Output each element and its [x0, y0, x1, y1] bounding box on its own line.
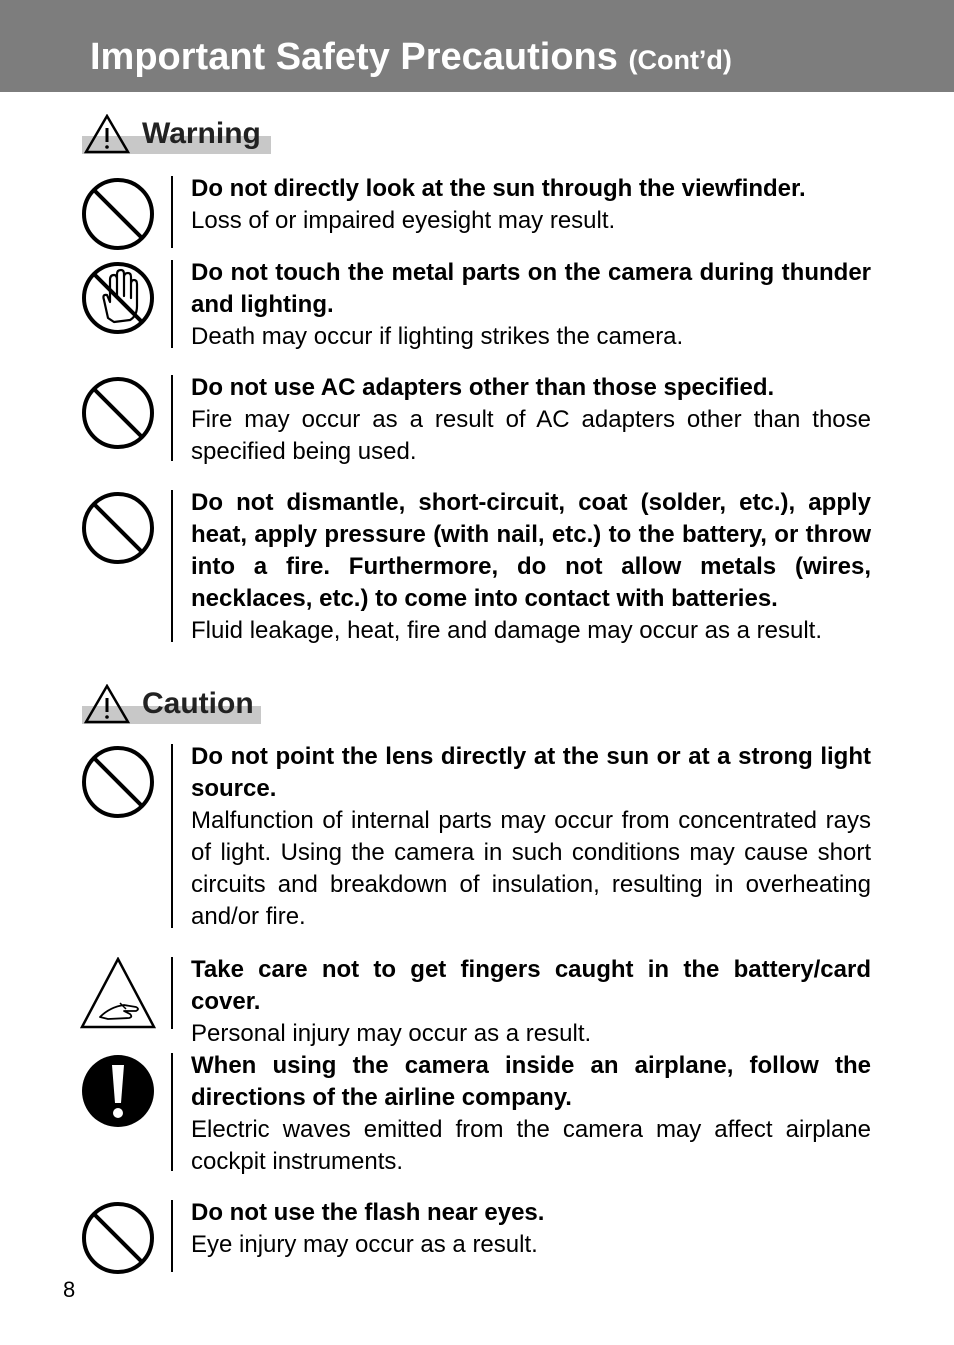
mandatory-exclamation-icon [80, 1053, 156, 1129]
caution-text [191, 741, 871, 933]
caution-body-text: Electric waves emitted from the camera may affect airplane cockpit instruments. [191, 1116, 871, 1175]
no-touch-hand-icon [80, 260, 156, 336]
caution-body-text: Eye injury may occur as a result. [191, 1231, 538, 1258]
divider [171, 260, 173, 348]
caution-text [191, 954, 871, 1050]
finger-pinch-warning-icon [80, 957, 156, 1033]
divider [171, 1053, 173, 1171]
caution-heading-text: Do not use the flash near eyes. [191, 1199, 545, 1226]
caution-text [191, 1197, 871, 1261]
warning-body-text: Death may occur if lighting strikes the camera. [191, 323, 684, 350]
warning-heading-text: Do not touch the metal parts on the camera during thunder and lighting. [191, 259, 871, 318]
page-title: Important Safety Precautions (Cont’d) [90, 36, 732, 78]
warning-heading-text: Do not use AC adapters other than those specified. [191, 374, 775, 401]
prohibition-icon [80, 375, 156, 451]
page-subtitle: (Cont’d) [628, 45, 732, 75]
warning-triangle-icon [84, 114, 130, 154]
caution-heading-text: Do not point the lens directly at the sun or at a strong light source. [191, 743, 871, 802]
prohibition-icon [80, 744, 156, 820]
warning-heading-text: Do not directly look at the sun through the viewfinder. [191, 175, 806, 202]
warning-body-text: Loss of or impaired eyesight may result. [191, 207, 616, 234]
divider [171, 490, 173, 642]
warning-text [191, 372, 871, 468]
warning-text [191, 487, 871, 647]
warning-heading-text: Do not dismantle, short-circuit, coat (solder, etc.), apply heat, apply pressure (with nail, etc.) to the battery, or throw into a fire. Furthermore, do not allow metals (wires, necklaces, etc.) to come into contact with batteries. [191, 489, 871, 612]
warning-body-text: Fire may occur as a result of AC adapters other than those specified being used. [191, 406, 871, 465]
divider [171, 176, 173, 248]
page-number: 8 [63, 1277, 76, 1302]
prohibition-icon [80, 1200, 156, 1276]
divider [171, 744, 173, 928]
warning-body-text: Fluid leakage, heat, fire and damage may occur as a result. [191, 617, 823, 644]
warning-text [191, 173, 871, 237]
caution-heading-text: Take care not to get fingers caught in the battery/card cover. [191, 956, 871, 1015]
divider [171, 375, 173, 461]
caution-label: Caution [142, 687, 254, 720]
caution-heading [82, 684, 262, 724]
prohibition-icon [80, 176, 156, 252]
divider [171, 1200, 173, 1272]
page-header [0, 0, 954, 92]
caution-body-text: Malfunction of internal parts may occur from concentrated rays of light. Using the camera in such conditions may cause short circuits and breakdown of insulation, resulting in overheating and/or fire. [191, 807, 871, 930]
warning-label: Warning [142, 117, 261, 150]
prohibition-icon [80, 490, 156, 566]
warning-heading [82, 114, 272, 154]
caution-heading-text: When using the camera inside an airplane, follow the directions of the airline company. [191, 1052, 871, 1111]
caution-text [191, 1050, 871, 1178]
warning-text [191, 257, 871, 353]
divider [171, 957, 173, 1029]
caution-triangle-icon [84, 684, 130, 724]
caution-body-text: Personal injury may occur as a result. [191, 1020, 592, 1047]
